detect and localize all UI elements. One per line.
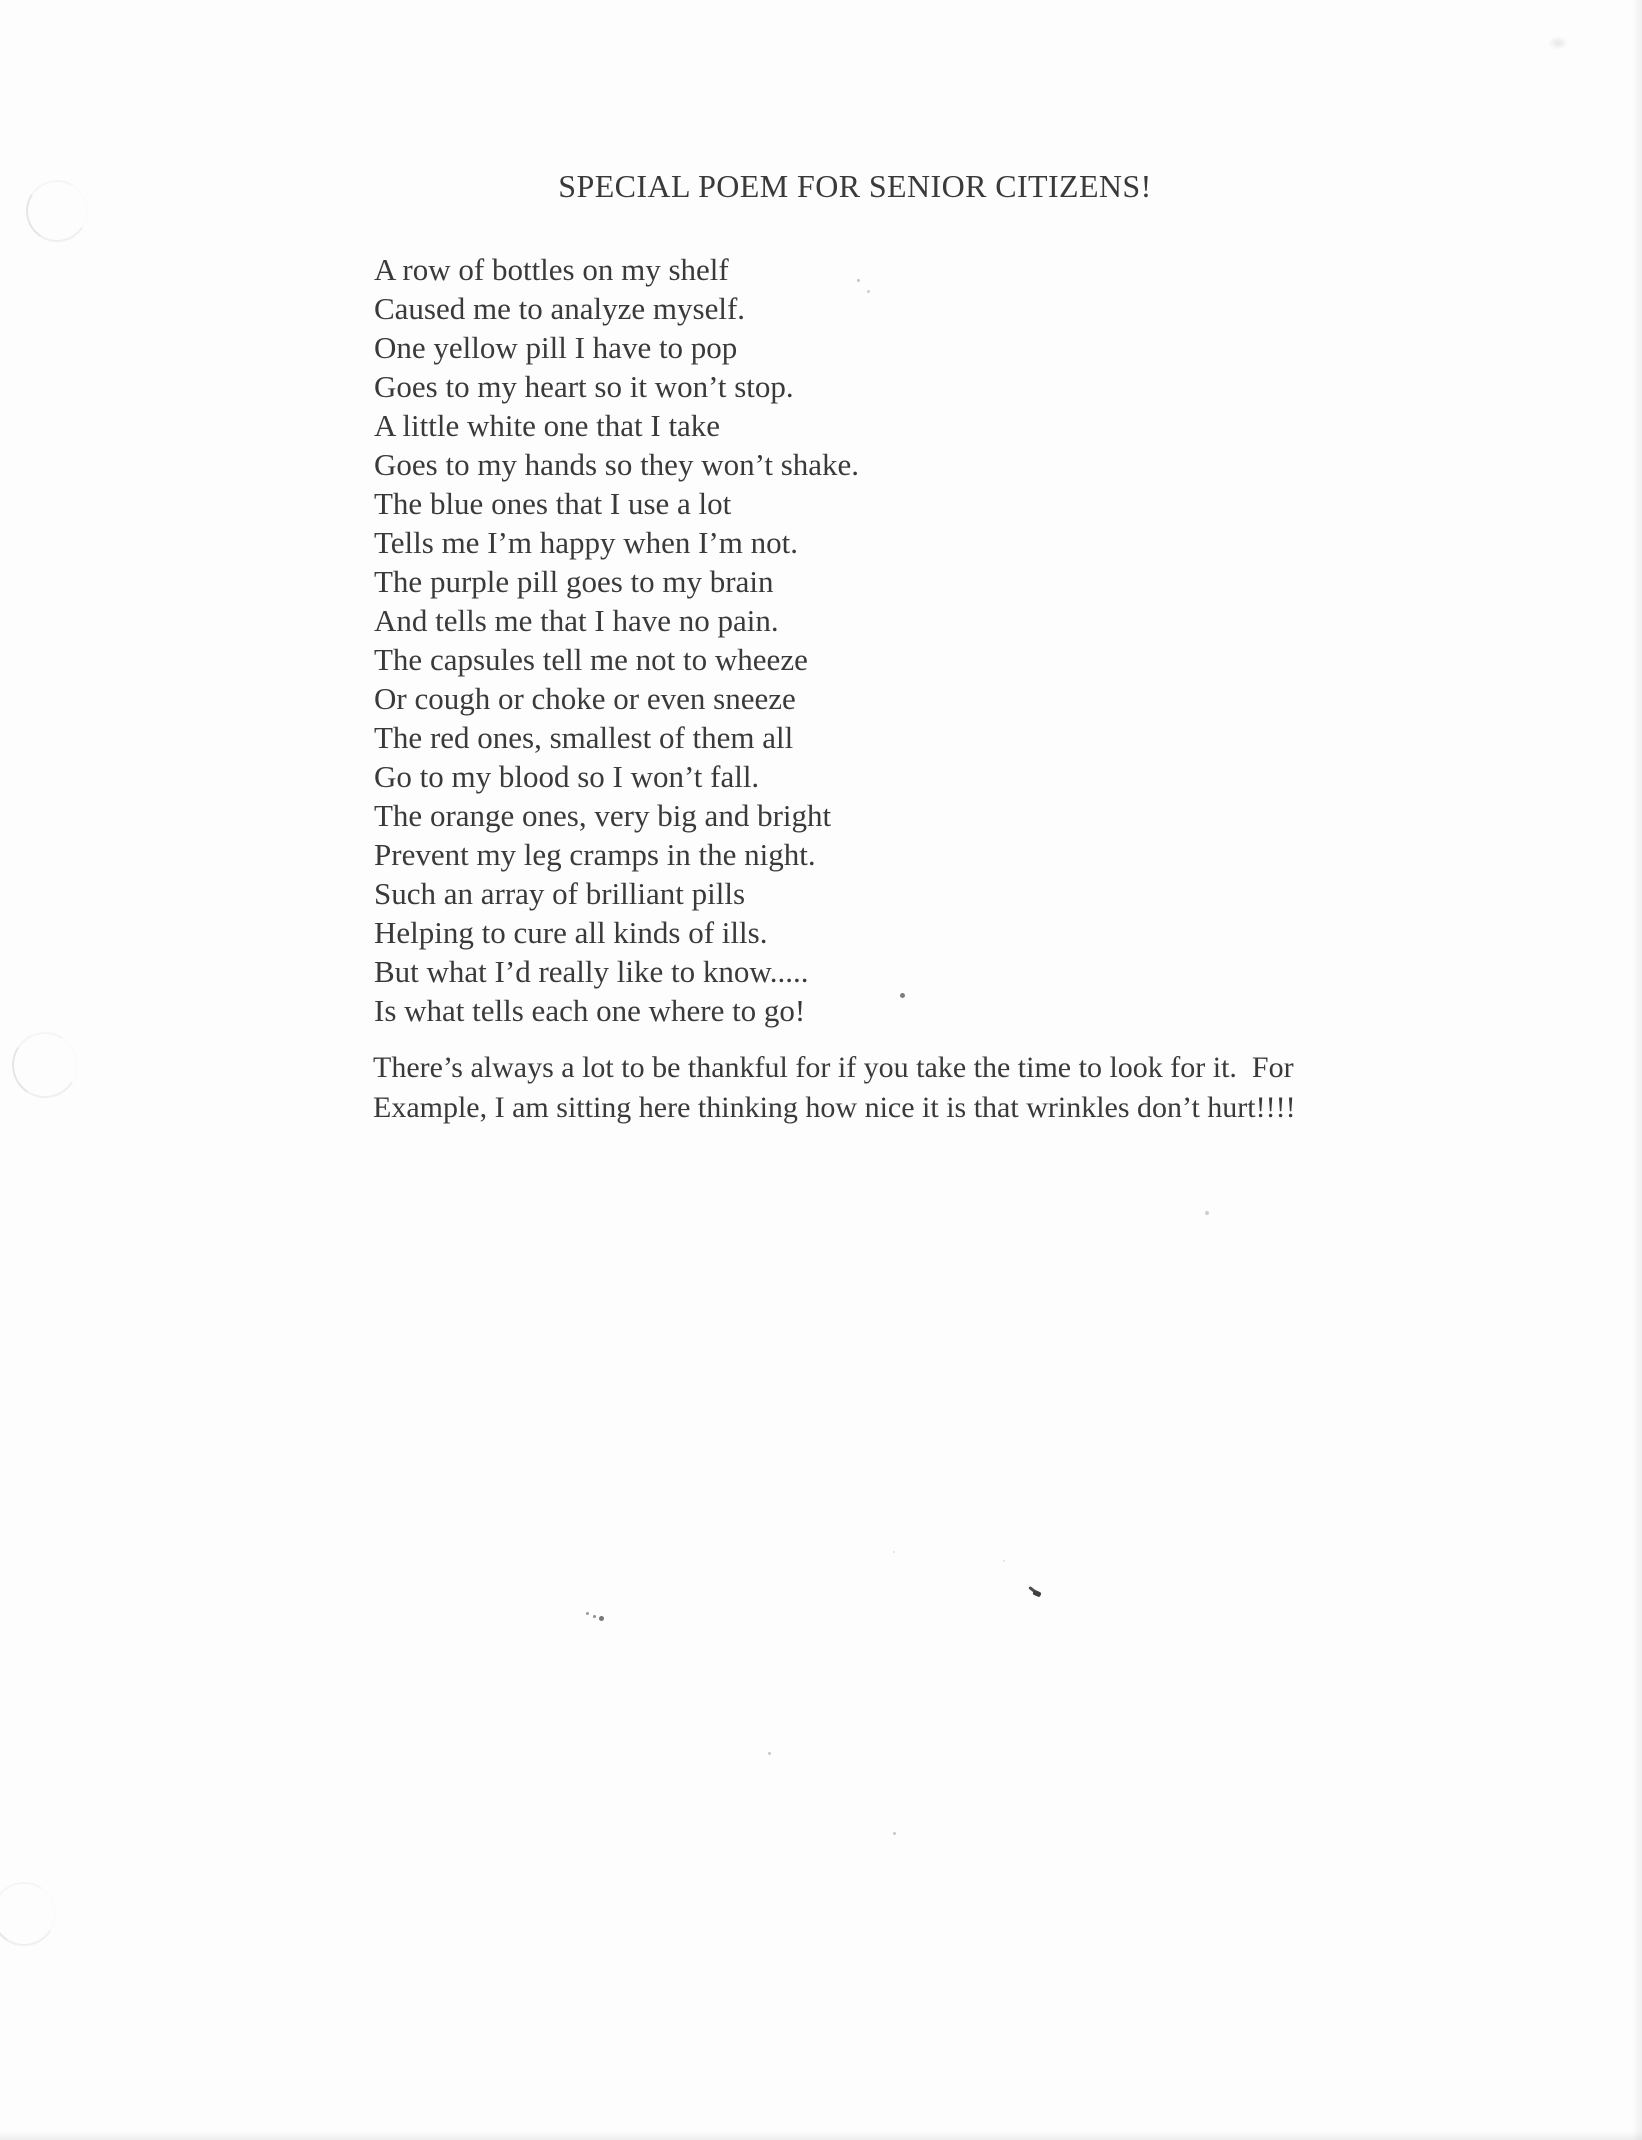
poem-line: Such an array of brilliant pills <box>374 876 746 911</box>
poem-line: The red ones, smallest of them all <box>374 720 794 755</box>
scan-speck <box>1205 1211 1209 1215</box>
poem-line: The blue ones that I use a lot <box>374 486 732 521</box>
scan-speck <box>900 993 905 998</box>
punch-hole-top <box>20 174 94 248</box>
poem-line: The orange ones, very big and bright <box>374 798 832 833</box>
poem-line: Go to my blood so I won’t fall. <box>374 759 760 794</box>
poem-line: A row of bottles on my shelf <box>374 252 729 287</box>
scan-speck <box>586 1612 589 1615</box>
scan-speck <box>857 279 860 282</box>
poem-line: Goes to my heart so it won’t stop. <box>374 369 794 404</box>
page-edge-shadow-right <box>1632 0 1642 2140</box>
poem-line: Prevent my leg cramps in the night. <box>374 837 816 872</box>
ink-blot <box>1026 1586 1044 1600</box>
poem-line: One yellow pill I have to pop <box>374 330 738 365</box>
closing-line: Example, I am sitting here thinking how nice it is that wrinkles don’t hurt!!!! <box>373 1091 1296 1124</box>
scan-speck <box>768 1752 771 1755</box>
poem-line: Goes to my hands so they won’t shake. <box>374 447 860 482</box>
page-edge-shadow-bottom <box>0 2131 1642 2140</box>
poem-line: Is what tells each one where to go! <box>374 993 806 1028</box>
poem-line: But what I’d really like to know..... <box>374 954 809 989</box>
punch-hole-bottom <box>0 1876 62 1952</box>
poem-line: A little white one that I take <box>374 408 721 443</box>
scan-smudge <box>1548 36 1568 50</box>
closing-paragraph <box>373 1048 1493 1128</box>
poem-line: Tells me I’m happy when I’m not. <box>374 525 798 560</box>
poem-line: Helping to cure all kinds of ills. <box>374 915 768 950</box>
scan-speck <box>893 1832 896 1835</box>
poem-line: Caused me to analyze myself. <box>374 291 746 326</box>
scan-speck <box>893 1551 895 1553</box>
poem-line: Or cough or choke or even sneeze <box>374 681 796 716</box>
poem-line: The capsules tell me not to wheeze <box>374 642 808 677</box>
poem-line: The purple pill goes to my brain <box>374 564 774 599</box>
poem-body <box>374 250 1274 1030</box>
poem-line: And tells me that I have no pain. <box>374 603 779 638</box>
closing-line: There’s always a lot to be thankful for if you take the time to look for it. For <box>373 1051 1294 1084</box>
page-title: SPECIAL POEM FOR SENIOR CITIZENS! <box>558 168 1152 204</box>
punch-hole-middle <box>6 1026 84 1104</box>
